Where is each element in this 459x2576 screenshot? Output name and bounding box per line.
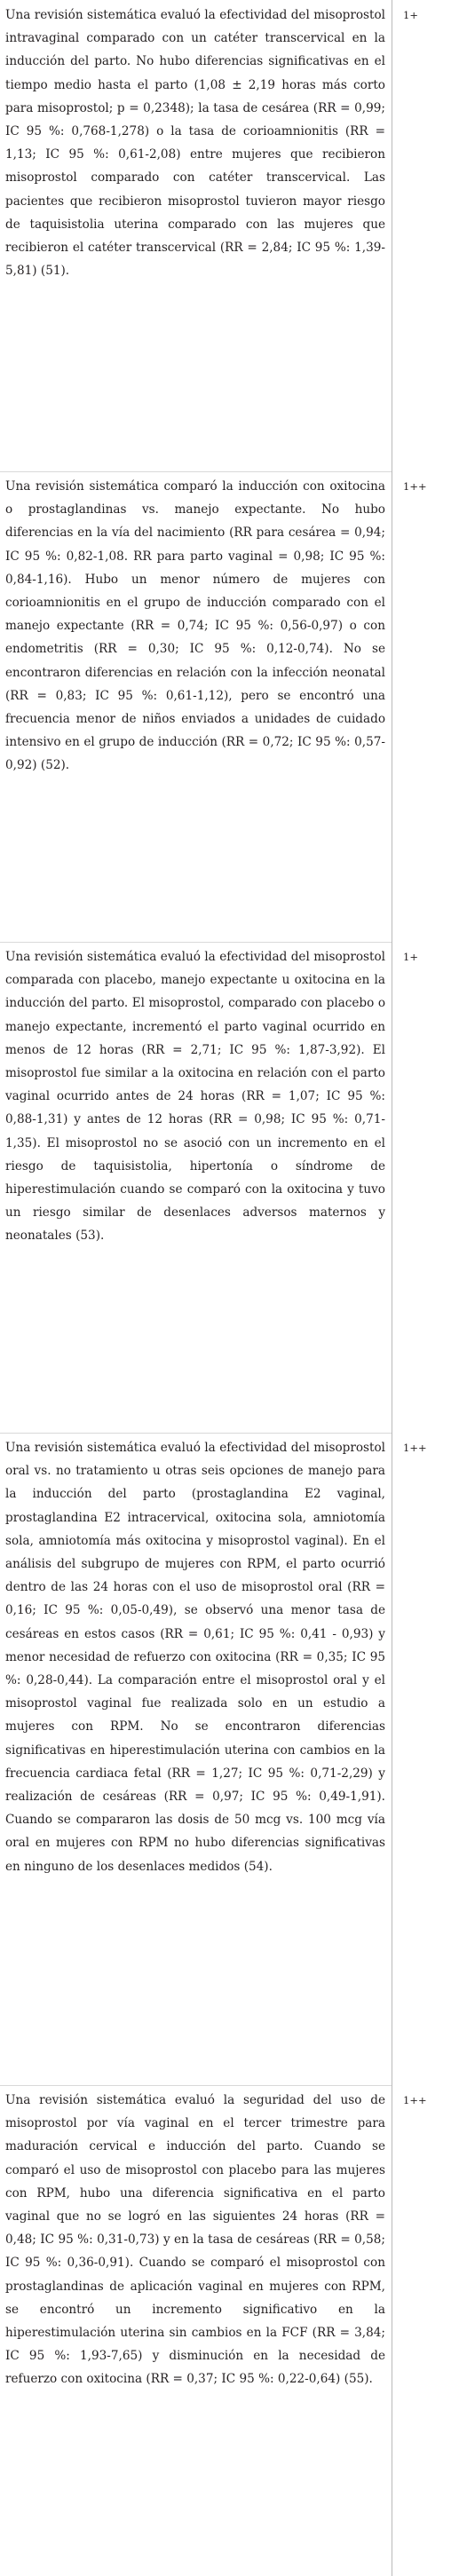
evidence-level-1: 1+ bbox=[403, 9, 418, 21]
evidence-paragraph-2: Una revisión sistemática comparó la inducción con oxitocina o prostaglandinas vs. manejo expectante. No hubo diferencias en la vía del nacimiento (RR para cesárea = 0,94; IC 95 %: 0,82-1,08. RR para parto vaginal = 0,98; IC 95 %: 0,84-1,16). Hubo un menor número de mujeres con corioamnionitis en el grupo de inducción comparado con el manejo expectante (RR = 0,74; IC 95 %: 0,56-0,97) o con endometritis (RR = 0,30; IC 95 %: 0,12-0,74). No se encontraron diferencias en relación con la infección neonatal (RR = 0,83; IC 95 %: 0,61-1,12), pero se encontró una frecuencia menor de niños enviados a unidades de cuidado intensivo en el grupo de inducción (RR = 0,72; IC 95 %: 0,57-0,92) (52). bbox=[5, 479, 385, 773]
evidence-paragraph-4: Una revisión sistemática evaluó la efectividad del misoprostol oral vs. no tratamiento u otras seis opciones de manejo para la inducción del parto (prostaglandina E2 vaginal, prostaglandina E2 intracervical, oxitocina sola, amniotomía sola, amniotomía más oxitocina y misoprostol vaginal). En el análisis del subgrupo de mujeres con RPM, el parto ocurrió dentro de las 24 horas con el uso de misoprostol oral (RR = 0,16; IC 95 %: 0,05-0,49), se observó una menor tasa de cesáreas en estos casos (RR = 0,61; IC 95 %: 0,41 - 0,93) y menor necesidad de refuerzo con oxitocina (RR = 0,35; IC 95 %: 0,28-0,44). La comparación entre el misoprostol oral y el misoprostol vaginal fue realizada solo en un estudio a mujeres con RPM. No se encontraron diferencias significativas en hiperestimulación uterina con cambios en la frecuencia cardiaca fetal (RR = 1,27; IC 95 %: 0,71-2,29) y realización de cesáreas (RR = 0,97; IC 95 %: 0,49-1,91). Cuando se compararon las dosis de 50 mcg vs. 100 mcg vía oral en mujeres con RPM no hubo diferencias significativas en ninguno de los desenlaces medidos (54). bbox=[5, 1441, 385, 1874]
evidence-level-4: 1++ bbox=[403, 1442, 427, 1454]
evidence-level-3: 1+ bbox=[403, 951, 418, 963]
evidence-paragraph-5: Una revisión sistemática evaluó la seguridad del uso de misoprostol por vía vaginal en el tercer trimestre para maduración cervical e inducción del parto. Cuando se comparó el uso de misoprostol con placebo para las mujeres con RPM, hubo una diferencia significativa en el parto vaginal que no se logró en las siguientes 24 horas (RR = 0,48; IC 95 %: 0,31-0,73) y en la tasa de cesáreas (RR = 0,58; IC 95 %: 0,36-0,91). Cuando se comparó el misoprostol con prostaglandinas de aplicación vaginal en mujeres con RPM, se encontró un incremento significativo en la hiperestimulación uterina sin cambios en la FCF (RR = 3,84; IC 95 %: 1,93-7,65) y disminución en la necesidad de refuerzo con oxitocina (RR = 0,37; IC 95 %: 0,22-0,64) (55). bbox=[5, 2093, 385, 2387]
evidence-paragraph-1: Una revisión sistemática evaluó la efectividad del misoprostol intravaginal comparado con un catéter transcervical en la inducción del parto. No hubo diferencias significativas en el tiempo medio hasta el parto (1,08 ± 2,19 horas más corto para misoprostol; p = 0,2348); la tasa de cesárea (RR = 0,99; IC 95 %: 0,768-1,278) o la tasa de corioamnionitis (RR = 1,13; IC 95 %: 0,61-2,08) entre mujeres que recibieron misoprostol comparado con catéter transcervical. Las pacientes que recibieron misoprostol tuvieron mayor riesgo de taquisistolia uterina comparado con las mujeres que recibieron el catéter transcervical (RR = 2,84; IC 95 %: 1,39-5,81) (51). bbox=[5, 8, 385, 279]
evidence-paragraph-3: Una revisión sistemática evaluó la efectividad del misoprostol comparada con placebo, manejo expectante u oxitocina en la inducción del parto. El misoprostol, comparado con placebo o manejo expectante, incrementó el parto vaginal ocurrido en menos de 12 horas (RR = 2,71; IC 95 %: 1,87-3,92). El misoprostol fue similar a la oxitocina en relación con el parto vaginal ocurrido antes de 24 horas (RR = 1,07; IC 95 %: 0,88-1,31) y antes de 12 horas (RR = 0,98; IC 95 %: 0,71-1,35). El misoprostol no se asoció con un incremento en el riesgo de taquisistolia, hipertonía o síndrome de hiperestimulación cuando se comparó con la oxitocina y tuvo un riesgo similar de desenlaces adversos maternos y neonatales (53). bbox=[5, 950, 385, 1244]
evidence-row-5 bbox=[0, 2085, 459, 2576]
evidence-row-3 bbox=[0, 942, 459, 1433]
evidence-row-1 bbox=[0, 0, 459, 471]
evidence-row-4 bbox=[0, 1433, 459, 2085]
evidence-level-5: 1++ bbox=[403, 2094, 427, 2106]
evidence-level-2: 1++ bbox=[403, 480, 427, 493]
evidence-row-2 bbox=[0, 471, 459, 942]
